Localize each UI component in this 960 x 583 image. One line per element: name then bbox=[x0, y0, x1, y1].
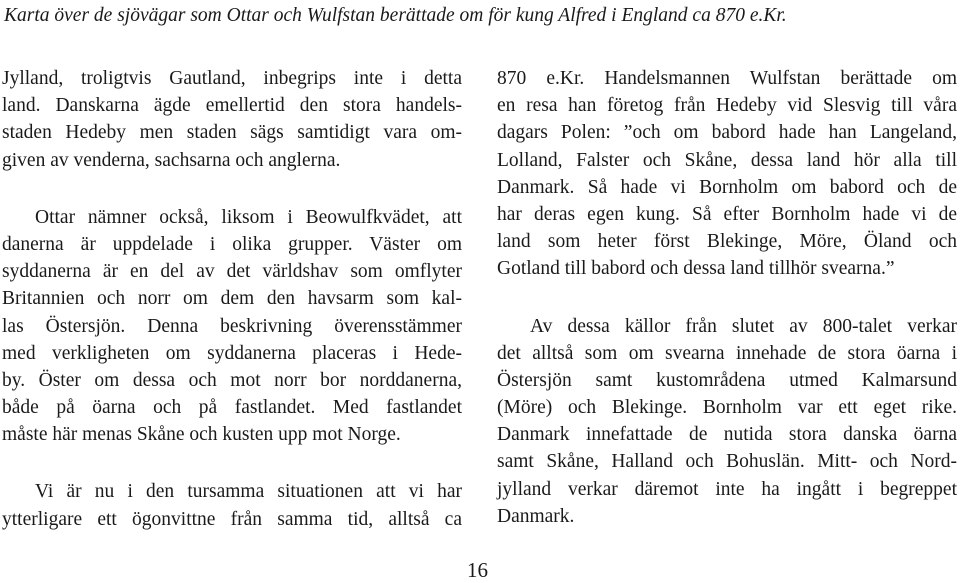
text-line: given av venderna, sachsarna och anglerna. bbox=[2, 149, 341, 171]
paragraph bbox=[2, 204, 462, 449]
text-line: måste här menas Skåne och kusten upp mot Norge. bbox=[2, 424, 401, 446]
text-line: Vi är nu i den tursamma situationen att vi har bbox=[35, 481, 462, 503]
text-line: las Östersjön. Denna beskrivning överensstämmer bbox=[2, 315, 462, 337]
text-line: Av dessa källor från slutet av 800-talet verkar bbox=[530, 315, 957, 337]
text-line: Danmark. bbox=[497, 505, 575, 527]
map-caption: Karta över de sjövägar som Ottar och Wulfstan berättade om för kung Alfred i England ca 870 e.Kr. bbox=[4, 5, 787, 26]
text-line: (Möre) och Blekinge. Bornholm var ett eget rike. bbox=[497, 397, 957, 419]
text-line: har deras egen kung. Så efter Bornholm hade vi de bbox=[497, 203, 957, 225]
text-line: Lolland, Falster och Skåne, dessa land hör alla till bbox=[497, 149, 957, 171]
paragraph bbox=[497, 313, 957, 531]
text-line: Gotland till babord och dessa land tillhör svearna.” bbox=[497, 258, 895, 280]
page-number: 16 bbox=[467, 558, 488, 582]
text-line: land som heter först Blekinge, Möre, Öland och bbox=[497, 231, 957, 253]
text-line: Ottar nämner också, liksom i Beowulfkvädet, att bbox=[35, 206, 462, 228]
text-line: Danmark innefattade de nutida stora danska öarna bbox=[497, 424, 957, 446]
text-line: syddanerna är en del av det världshav som omflyter bbox=[2, 261, 462, 283]
text-line: 870 e.Kr. Handelsmannen Wulfstan berättade om bbox=[497, 68, 957, 89]
text-line: både på öarna och på fastlandet. Med fastlandet bbox=[2, 397, 462, 419]
paragraph bbox=[2, 478, 462, 532]
paragraph bbox=[497, 65, 957, 283]
right-column bbox=[497, 65, 957, 530]
text-line: Britannien och norr om dem den havsarm som kal- bbox=[2, 288, 462, 310]
text-line: Danmark. Så hade vi Bornholm om babord och de bbox=[497, 176, 957, 198]
text-line: Jylland, troligtvis Gautland, inbegrips inte i detta bbox=[2, 68, 462, 89]
text-line: med verkligheten om syddanerna placeras i Hede- bbox=[2, 342, 462, 364]
text-line: Östersjön samt kustområdena utmed Kalmarsund bbox=[497, 369, 957, 391]
text-line: danerna är uppdelade i olika grupper. Väster om bbox=[2, 233, 462, 255]
text-line: land. Danskarna ägde emellertid den stora handels- bbox=[2, 95, 462, 117]
text-line: samt Skåne, Halland och Bohuslän. Mitt- och Nord- bbox=[497, 451, 957, 473]
text-line: en resa han företog från Hedeby vid Slesvig till våra bbox=[497, 95, 957, 117]
paragraph bbox=[2, 65, 462, 174]
left-column bbox=[2, 65, 462, 533]
text-line: det alltså som om svearna innehade de stora öarna i bbox=[497, 342, 957, 364]
text-line: dagars Polen: ”och om babord hade han Langeland, bbox=[497, 122, 957, 144]
text-line: staden Hedeby men staden sägs samtidigt vara om- bbox=[2, 122, 462, 144]
text-line: by. Öster om dessa och mot norr bor norddanerna, bbox=[2, 369, 462, 391]
text-line: ytterligare ett ögonvittne från samma tid, alltså ca bbox=[2, 508, 462, 530]
text-line: jylland verkar däremot inte ha ingått i begreppet bbox=[497, 478, 957, 500]
